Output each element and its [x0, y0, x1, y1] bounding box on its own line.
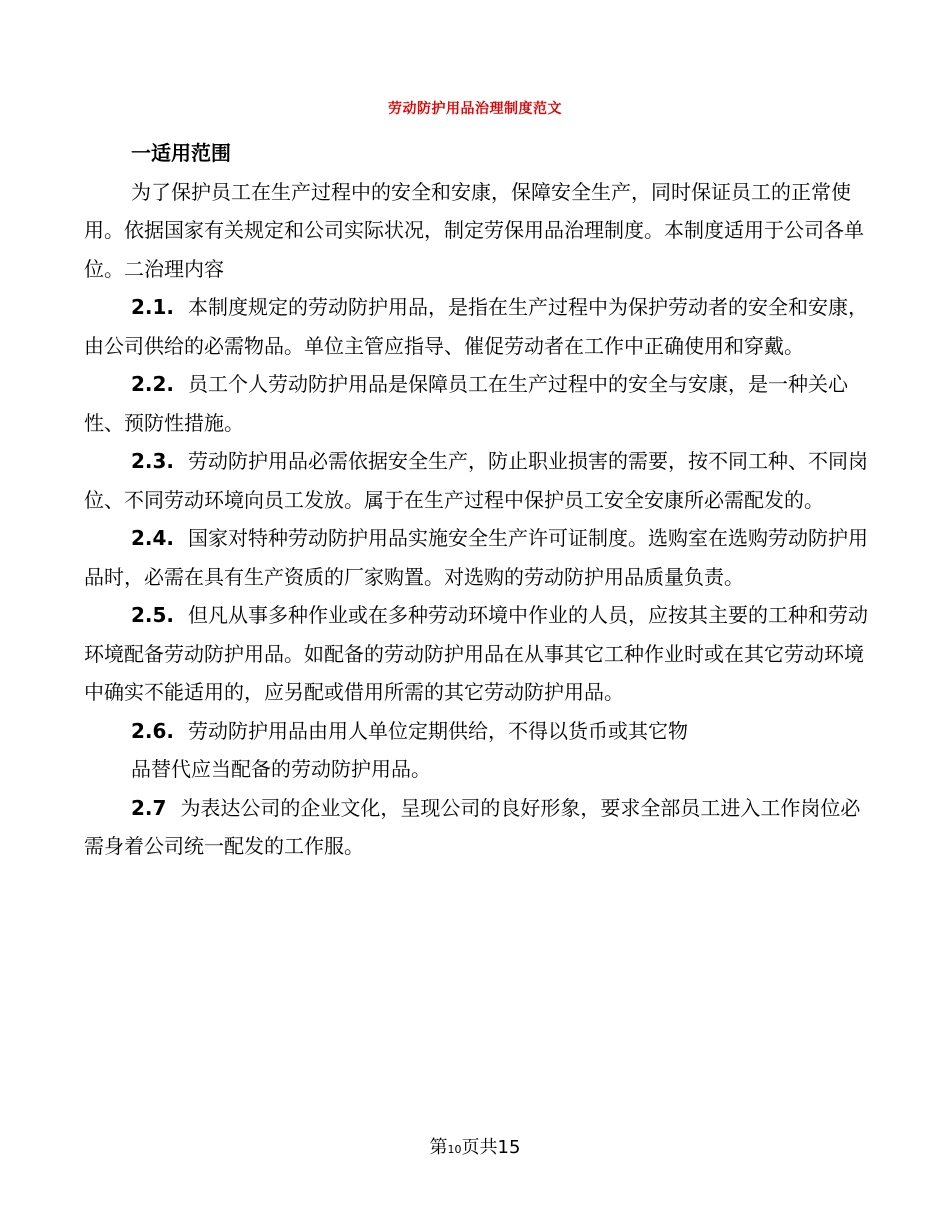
- clause-number: 2.6.: [131, 718, 175, 743]
- clause-text: 为表达公司的企业文化，呈现公司的良好形象，要求全部员工进入工作岗位必需身着公司统一配发的工作服。: [84, 795, 861, 858]
- document-title: 劳动防护用品治理制度范文: [388, 101, 562, 117]
- clause-number: 2.3.: [131, 449, 175, 473]
- clause-text: 本制度规定的劳动防护用品，是指在生产过程中为保护劳动者的安全和安康，由公司供给的必需物品。单位主管应指导、催促劳动者在工作中正确使用和穿戴。: [84, 295, 869, 358]
- page-footer: [0, 1133, 950, 1159]
- clause-text: 但凡从事多种作业或在多种劳动环境中作业的人员，应按其主要的工种和劳动环境配备劳动防护用品。如配备的劳动防护用品在从事其它工种作业时或在其它劳动环境中确实不能适用的，应另配或借用所需的其它劳动防护用品。: [84, 603, 869, 704]
- clause-2-2: [84, 365, 870, 442]
- clause-number: 2.4.: [131, 526, 175, 550]
- clause-number: 2.5.: [131, 603, 175, 627]
- clause-number: 2.2.: [131, 372, 175, 396]
- document-body: [84, 134, 870, 866]
- clause-number: 2.1.: [131, 295, 175, 319]
- clause-text: 员工个人劳动防护用品是保障员工在生产过程中的安全与安康，是一种关心性、预防性措施。: [84, 372, 849, 435]
- clause-2-1: [84, 288, 870, 365]
- footer-middle: 页共: [461, 1137, 498, 1158]
- clause-text: 国家对特种劳动防护用品实施安全生产许可证制度。选购室在选购劳动防护用品时，必需在具有生产资质的厂家购置。对选购的劳动防护用品质量负责。: [84, 526, 869, 589]
- footer-prefix: 第: [429, 1137, 448, 1158]
- clause-2-6-continuation: 品替代应当配备的劳动防护用品。: [131, 757, 431, 781]
- clause-2-6: [84, 712, 870, 751]
- clause-2-4: [84, 519, 870, 596]
- intro-paragraph: 为了保护员工在生产过程中的安全和安康，保障安全生产，同时保证员工的正常使用。依据国家有关规定和公司实际状况，制定劳保用品治理制度。本制度适用于公司各单位。二治理内容: [84, 179, 864, 281]
- clause-2-3: [84, 442, 870, 519]
- clause-text: 劳动防护用品由用人单位定期供给，不得以货币或其它物: [188, 718, 689, 743]
- current-page-number: 10: [447, 1143, 462, 1156]
- clause-2-5: [84, 596, 870, 712]
- total-pages: 15: [497, 1137, 521, 1158]
- clause-number: 2.7: [131, 795, 167, 820]
- clause-2-7: [84, 789, 870, 866]
- section-heading: 一适用范围: [131, 141, 231, 165]
- clause-text: 劳动防护用品必需依据安全生产，防止职业损害的需要，按不同工种、不同岗位、不同劳动环境向员工发放。属于在生产过程中保护员工安全安康所必需配发的。: [84, 449, 869, 512]
